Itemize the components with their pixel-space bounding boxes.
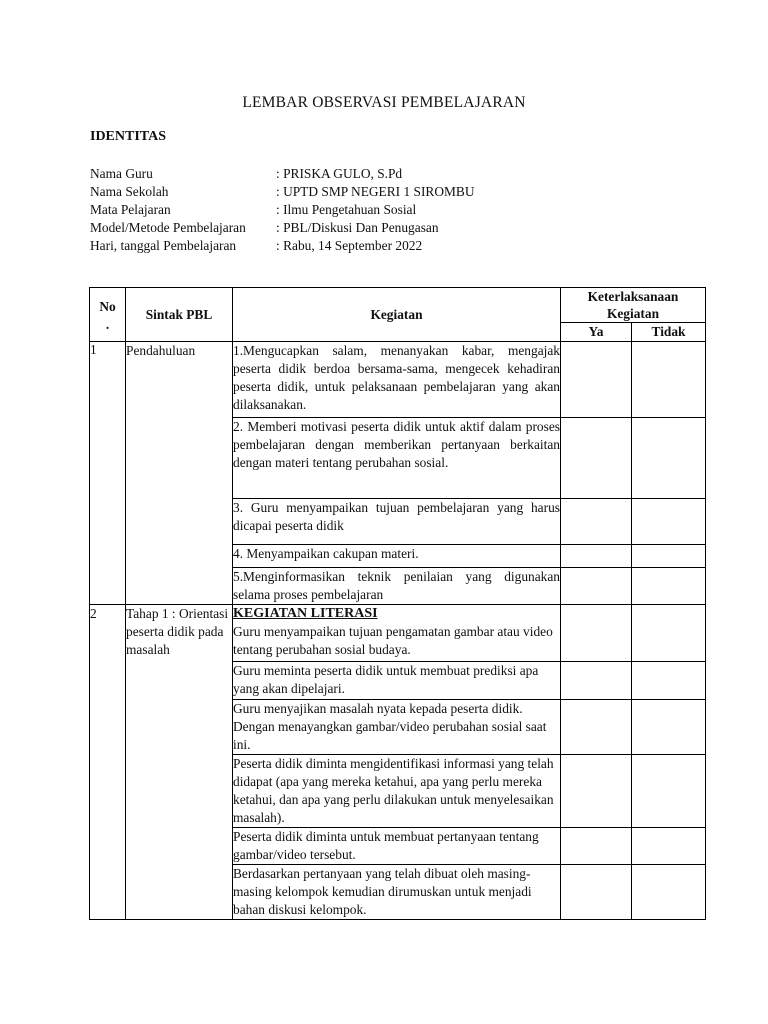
kegiatan-item: Peserta didik diminta untuk membuat pertanyaan tentang gambar/video tersebut. — [233, 828, 561, 865]
kegiatan-cell — [233, 605, 561, 662]
section-sintak: Pendahuluan — [126, 342, 233, 605]
identitas-row — [90, 219, 475, 237]
checkbox-tidak[interactable] — [632, 342, 706, 418]
kegiatan-item: Guru menyampaikan tujuan pengamatan gambar atau video tentang perubahan sosial budaya. — [233, 624, 553, 657]
checkbox-ya[interactable] — [561, 700, 632, 755]
checkbox-tidak[interactable] — [632, 605, 706, 662]
checkbox-ya[interactable] — [561, 662, 632, 700]
table-row — [90, 605, 706, 662]
checkbox-ya[interactable] — [561, 605, 632, 662]
kegiatan-item: 1.Mengucapkan salam, menanyakan kabar, mengajak peserta didik berdoa bersama-sama, mengecek kehadiran peserta didik, untuk pelaksanaan pembelajaran yang akan dilaksanakan. — [233, 342, 561, 418]
checkbox-tidak[interactable] — [632, 418, 706, 499]
kegiatan-item: 5.Menginformasikan teknik penilaian yang digunakan selama proses pembelajaran — [233, 568, 561, 605]
identitas-block — [90, 165, 475, 255]
header-keterlaksanaan: Keterlaksanaan Kegiatan — [561, 288, 706, 323]
kegiatan-item: Peserta didik diminta mengidentifikasi informasi yang telah didapat (apa yang mereka ketahui, apa yang perlu mereka ketahui, dan apa yang perlu dilakukan untuk menyelesaikan masalah). — [233, 755, 561, 828]
checkbox-ya[interactable] — [561, 828, 632, 865]
header-sintak: Sintak PBL — [126, 288, 233, 342]
checkbox-ya[interactable] — [561, 418, 632, 499]
section-sintak: Tahap 1 : Orientasi peserta didik pada masalah — [126, 605, 233, 920]
kegiatan-item: 4. Menyampaikan cakupan materi. — [233, 545, 561, 568]
kegiatan-item: 3. Guru menyampaikan tujuan pembelajaran yang harus dicapai peserta didik — [233, 499, 561, 545]
identitas-label: Model/Metode Pembelajaran — [90, 220, 246, 235]
kegiatan-item: Berdasarkan pertanyaan yang telah dibuat oleh masing-masing kelompok kemudian dirumuskan untuk menjadi bahan diskusi kelompok. — [233, 865, 561, 920]
checkbox-tidak[interactable] — [632, 568, 706, 605]
section-no: 2 — [90, 605, 126, 920]
identitas-row — [90, 183, 475, 201]
checkbox-tidak[interactable] — [632, 545, 706, 568]
identitas-value: : UPTD SMP NEGERI 1 SIROMBU — [276, 184, 475, 199]
identitas-label: Mata Pelajaran — [90, 202, 171, 217]
identitas-row — [90, 237, 475, 255]
identitas-value: : PBL/Diskusi Dan Penugasan — [276, 220, 439, 235]
header-no-label: No — [99, 298, 116, 314]
header-tidak: Tidak — [632, 323, 706, 342]
checkbox-ya[interactable] — [561, 545, 632, 568]
checkbox-ya[interactable] — [561, 865, 632, 920]
identitas-value: : Rabu, 14 September 2022 — [276, 238, 423, 253]
identitas-label: Nama Sekolah — [90, 184, 169, 199]
checkbox-tidak[interactable] — [632, 755, 706, 828]
identitas-row — [90, 201, 475, 219]
header-no — [90, 288, 126, 342]
section-no: 1 — [90, 342, 126, 605]
checkbox-ya[interactable] — [561, 755, 632, 828]
identitas-value: : Ilmu Pengetahuan Sosial — [276, 202, 417, 217]
identitas-label: Hari, tanggal Pembelajaran — [90, 238, 237, 253]
checkbox-ya[interactable] — [561, 342, 632, 418]
checkbox-tidak[interactable] — [632, 499, 706, 545]
checkbox-tidak[interactable] — [632, 662, 706, 700]
header-ya: Ya — [561, 323, 632, 342]
identitas-value: : PRISKA GULO, S.Pd — [276, 166, 403, 181]
kegiatan-item: Guru menyajikan masalah nyata kepada peserta didik. Dengan menayangkan gambar/video perubahan sosial saat ini. — [233, 700, 561, 755]
identitas-row — [90, 165, 475, 183]
checkbox-ya[interactable] — [561, 499, 632, 545]
identitas-heading: IDENTITAS — [90, 129, 166, 144]
checkbox-tidak[interactable] — [632, 700, 706, 755]
header-no-dot: . — [105, 316, 110, 332]
checkbox-ya[interactable] — [561, 568, 632, 605]
table-row — [90, 342, 706, 418]
checkbox-tidak[interactable] — [632, 828, 706, 865]
checkbox-tidak[interactable] — [632, 865, 706, 920]
kegiatan-item: 2. Memberi motivasi peserta didik untuk aktif dalam proses pembelajaran dengan memberikan pertanyaan berkaitan dengan materi tentang perubahan sosial. — [233, 418, 561, 499]
header-kegiatan: Kegiatan — [233, 288, 561, 342]
literasi-heading: KEGIATAN LITERASI — [233, 606, 378, 621]
page-title: LEMBAR OBSERVASI PEMBELAJARAN — [242, 94, 526, 111]
identitas-label: Nama Guru — [90, 166, 153, 181]
kegiatan-item: Guru meminta peserta didik untuk membuat prediksi apa yang akan dipelajari. — [233, 662, 561, 700]
observation-table — [89, 287, 706, 920]
